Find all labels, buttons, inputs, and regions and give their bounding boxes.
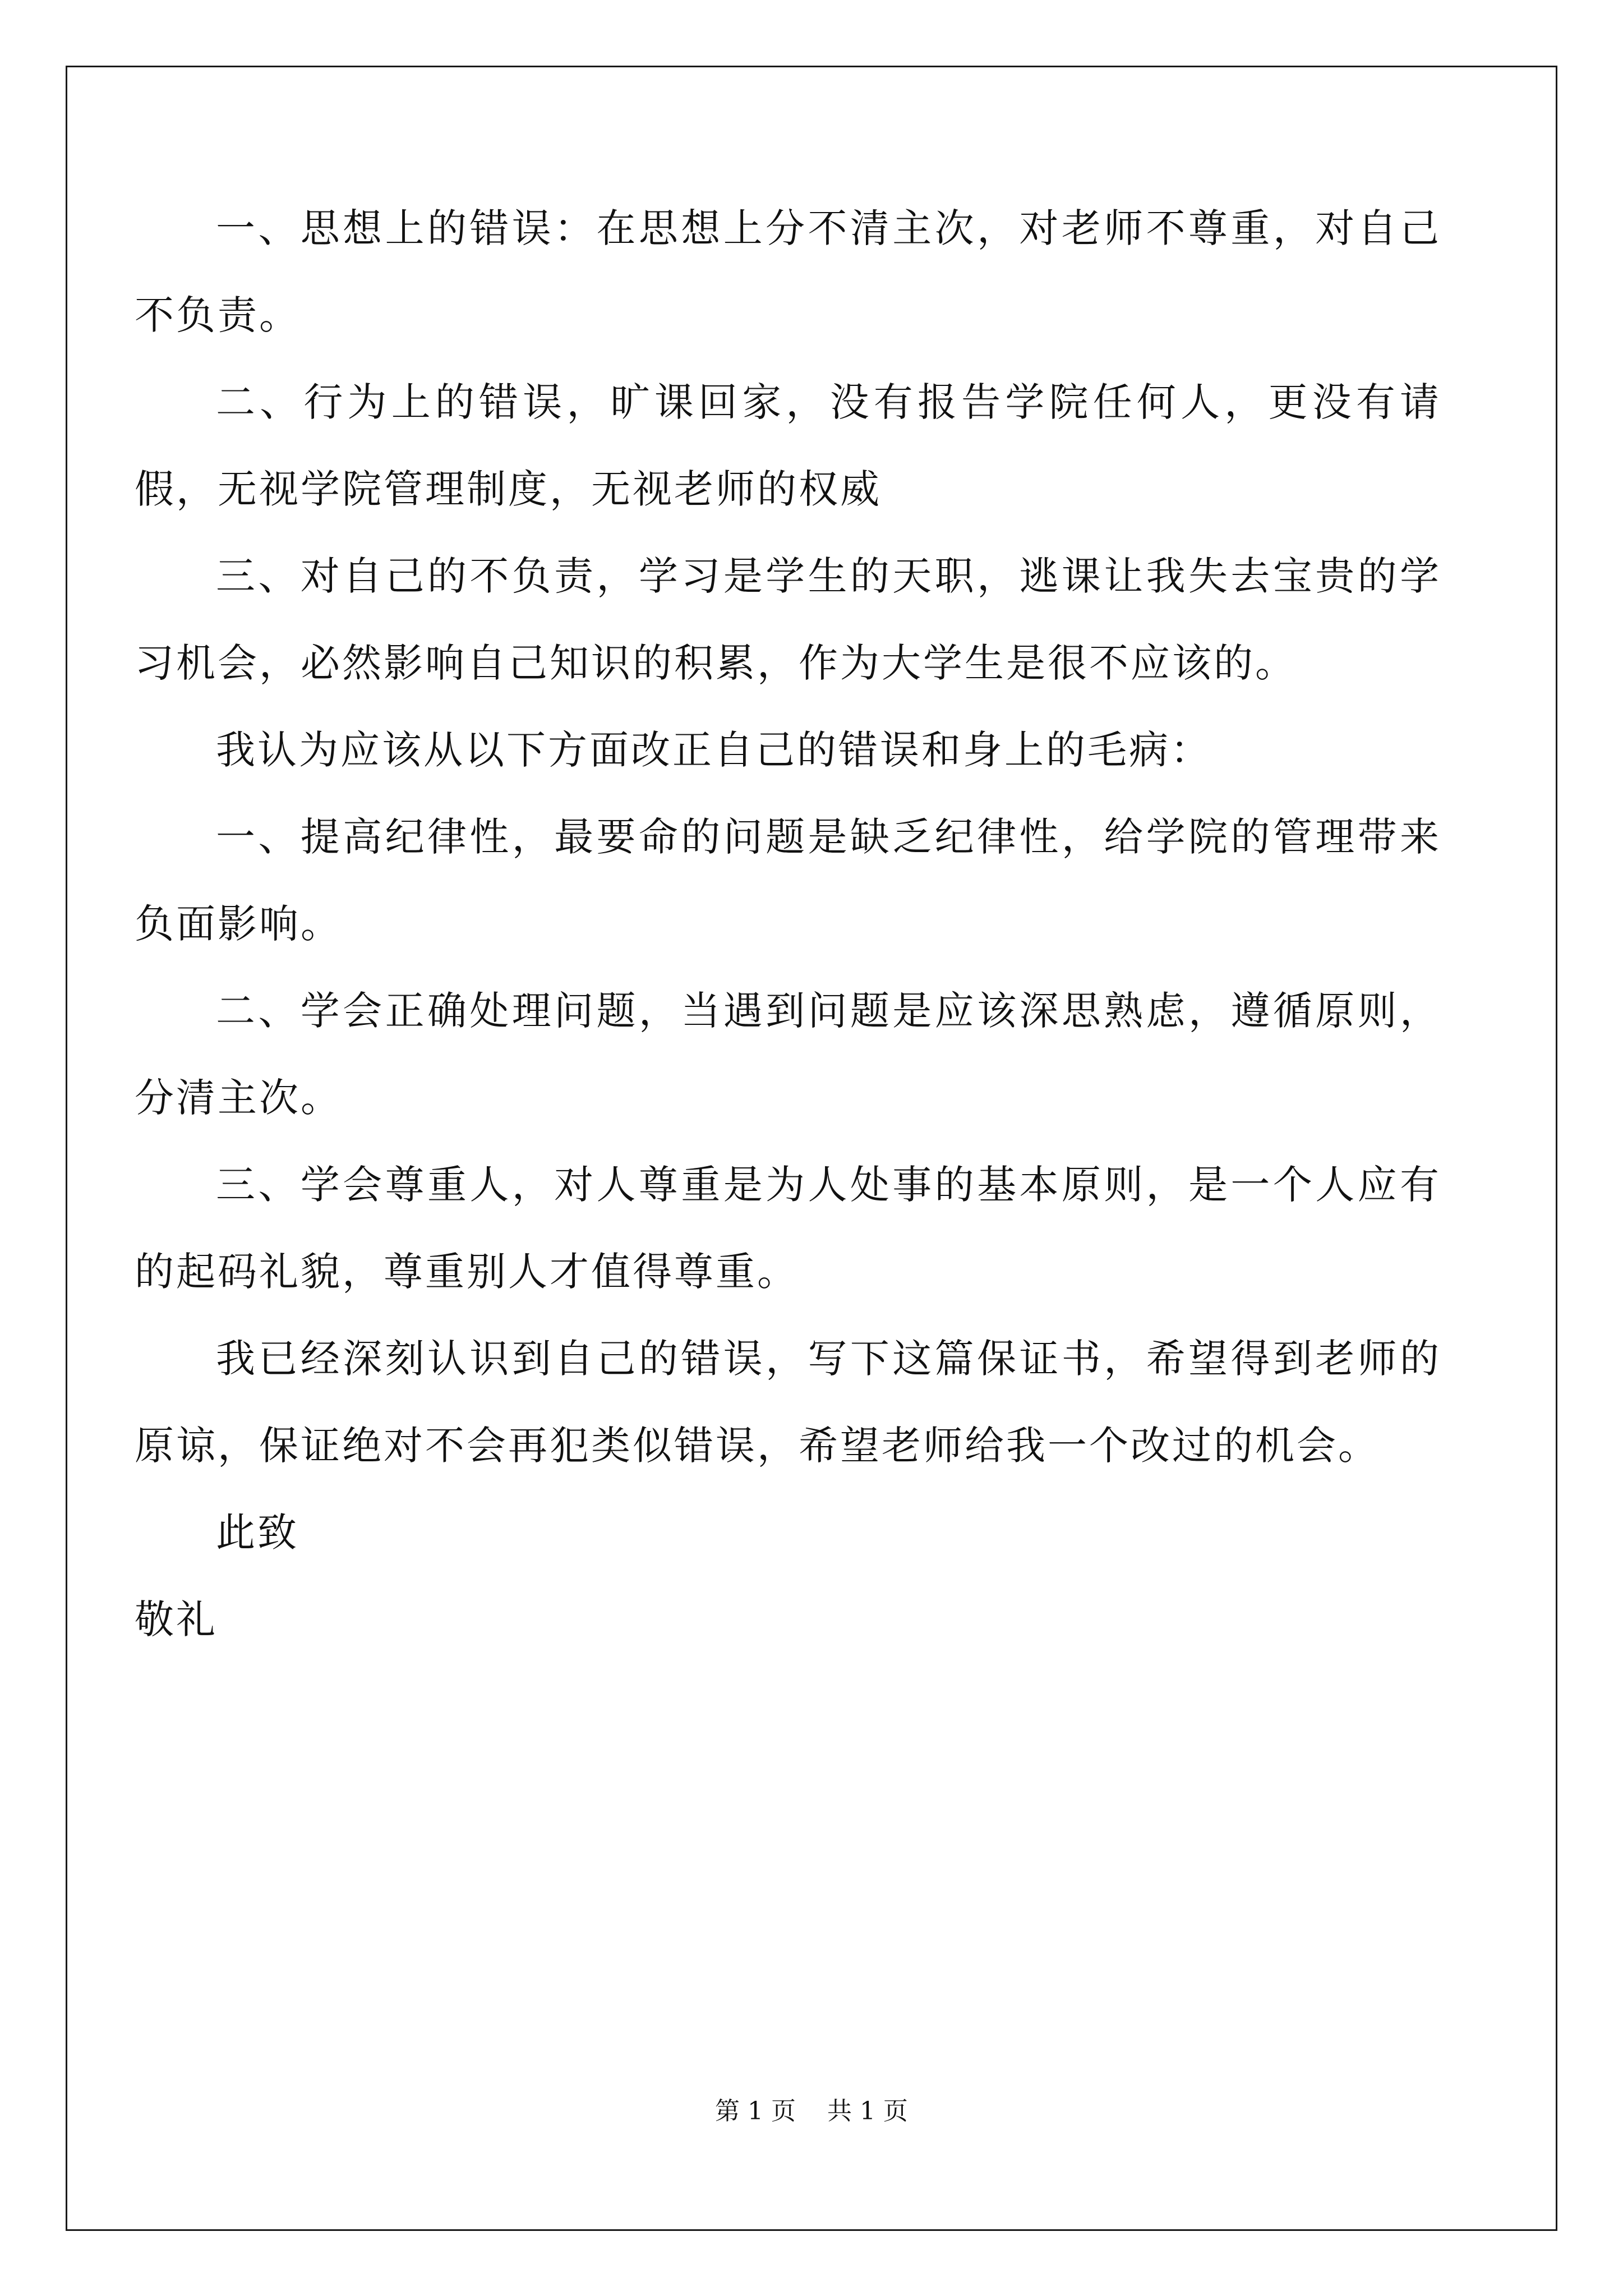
paragraph-4: 我认为应该从以下方面改正自己的错误和身上的毛病：: [216, 727, 1212, 773]
paragraph-1: 一、思想上的错误：在思想上分不清主次，对老师不尊重，对自己不负责。: [135, 205, 1441, 338]
document-body: [135, 185, 1441, 1663]
paragraph-8: 我已经深刻认识到自己的错误，写下这篇保证书，希望得到老师的原谅，保证绝对不会再犯类似错误，希望老师给我一个改过的机会。: [135, 1336, 1441, 1469]
salutation: 此致: [216, 1510, 299, 1556]
page-number-footer: 第 1 页 共 1 页: [715, 2097, 908, 2125]
paragraph-5: 一、提高纪律性，最要命的问题是缺乏纪律性，给学院的管理带来负面影响。: [135, 814, 1441, 947]
paragraph-2: 二、行为上的错误，旷课回家，没有报告学院任何人，更没有请假，无视学院管理制度，无视老师的权威: [135, 379, 1441, 512]
paragraph-7: 三、学会尊重人，对人尊重是为人处事的基本原则，是一个人应有的起码礼貌，尊重别人才值得尊重。: [135, 1162, 1441, 1295]
closing: 敬礼: [135, 1596, 218, 1642]
paragraph-3: 三、对自己的不负责，学习是学生的天职，逃课让我失去宝贵的学习机会，必然影响自己知识的积累，作为大学生是很不应该的。: [135, 553, 1441, 686]
paragraph-6: 二、学会正确处理问题，当遇到问题是应该深思熟虑，遵循原则，分清主次。: [135, 988, 1441, 1121]
